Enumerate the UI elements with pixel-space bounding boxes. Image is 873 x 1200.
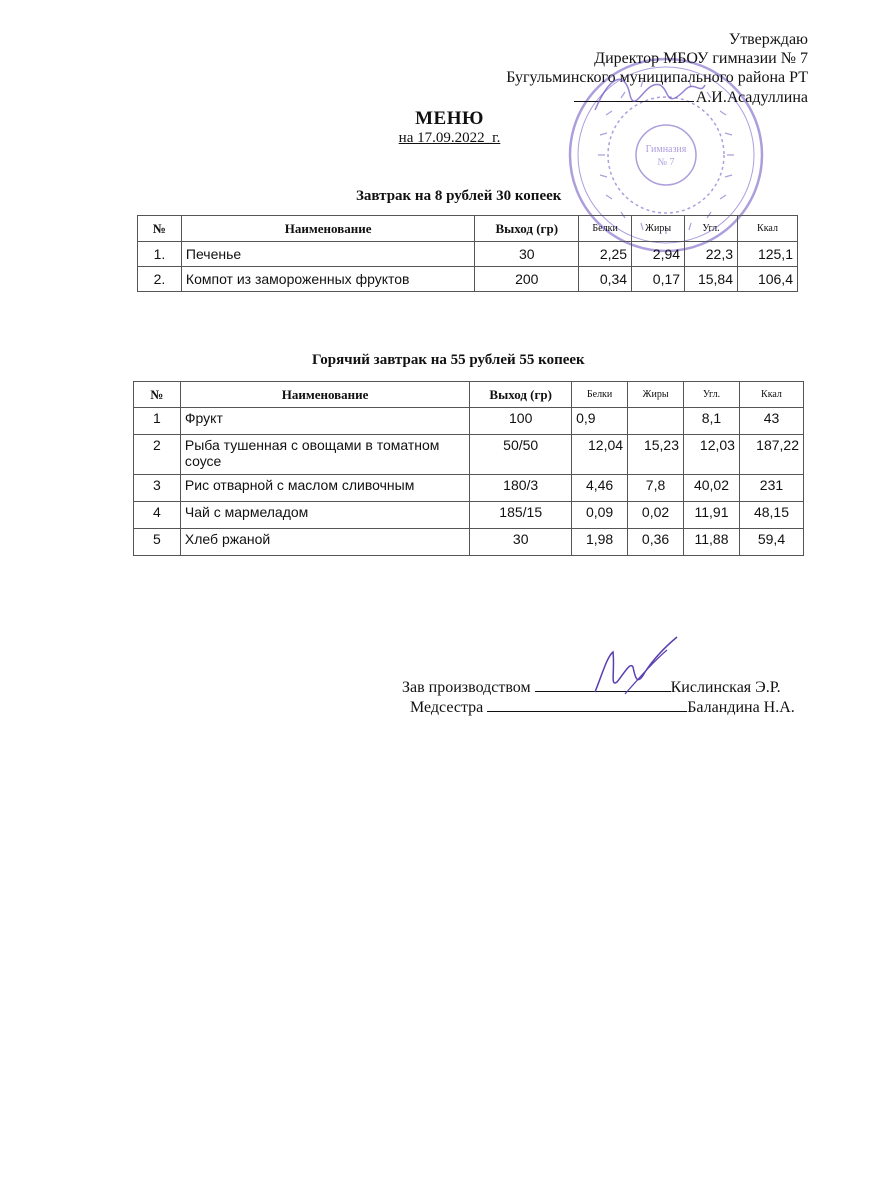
- row-fat: 15,23: [628, 435, 684, 475]
- row-dish: Печенье: [181, 242, 474, 267]
- col-name: Наименование: [180, 382, 469, 408]
- menu-title: МЕНЮ: [415, 108, 484, 129]
- menu-date: на 17.09.2022_г.: [398, 130, 501, 146]
- table-row: [134, 408, 804, 435]
- row-fat: 7,8: [628, 475, 684, 502]
- col-protein: Белки: [572, 382, 628, 408]
- col-carbs: Угл.: [684, 382, 740, 408]
- col-kcal: Ккал: [738, 216, 798, 242]
- row-number: 2: [134, 435, 181, 475]
- col-number: №: [138, 216, 182, 242]
- production-label: Зав производством: [402, 679, 531, 696]
- approval-title: Утверждаю: [728, 31, 808, 48]
- row-number: 3: [134, 475, 181, 502]
- row-number: 4: [134, 502, 181, 529]
- table-row: [138, 242, 798, 267]
- row-kcal: 231: [739, 475, 803, 502]
- production-signature: [585, 632, 685, 702]
- row-kcal: 125,1: [738, 242, 798, 267]
- row-number: 5: [134, 529, 181, 556]
- row-number: 1.: [138, 242, 182, 267]
- row-kcal: 106,4: [738, 267, 798, 292]
- row-protein: 0,9: [572, 408, 628, 435]
- row-dish: Хлеб ржаной: [180, 529, 469, 556]
- row-fat: 2,94: [632, 242, 685, 267]
- stamp-text-1: Гимназия: [645, 144, 687, 155]
- row-protein: 2,25: [579, 242, 632, 267]
- row-carbs: 15,84: [685, 267, 738, 292]
- col-fat: Жиры: [632, 216, 685, 242]
- col-name: Наименование: [181, 216, 474, 242]
- row-dish: Рис отварной с маслом сливочным: [180, 475, 469, 502]
- row-kcal: 187,22: [739, 435, 803, 475]
- table-row: [134, 502, 804, 529]
- row-carbs: 22,3: [685, 242, 738, 267]
- row-fat: [628, 408, 684, 435]
- table-row: [138, 267, 798, 292]
- table-row: [134, 475, 804, 502]
- row-output: 30: [470, 529, 572, 556]
- nurse-label: Медсестра: [410, 699, 484, 716]
- row-dish: Чай с мармеладом: [180, 502, 469, 529]
- col-carbs: Угл.: [685, 216, 738, 242]
- hot-breakfast-table: [133, 381, 804, 556]
- approval-district: Бугульминского муниципального района РТ: [506, 69, 808, 86]
- row-carbs: 40,02: [684, 475, 740, 502]
- row-kcal: 48,15: [739, 502, 803, 529]
- row-dish: Рыба тушенная с овощами в томатном соусе: [180, 435, 469, 475]
- row-output: 50/50: [470, 435, 572, 475]
- row-dish: Компот из замороженных фруктов: [181, 267, 474, 292]
- row-dish: Фрукт: [180, 408, 469, 435]
- table-row: [134, 435, 804, 475]
- row-protein: 0,09: [572, 502, 628, 529]
- row-kcal: 59,4: [739, 529, 803, 556]
- row-output: 30: [475, 242, 579, 267]
- row-carbs: 12,03: [684, 435, 740, 475]
- row-output: 100: [470, 408, 572, 435]
- table-row: [134, 529, 804, 556]
- row-protein: 1,98: [572, 529, 628, 556]
- row-carbs: 11,88: [684, 529, 740, 556]
- col-fat: Жиры: [628, 382, 684, 408]
- nurse-name: Баландина Н.А.: [687, 699, 795, 716]
- approval-position: Директор МБОУ гимназии № 7: [594, 50, 808, 67]
- col-protein: Белки: [579, 216, 632, 242]
- col-number: №: [134, 382, 181, 408]
- hot-breakfast-title: Горячий завтрак на 55 рублей 55 копеек: [312, 352, 585, 368]
- row-fat: 0,17: [632, 267, 685, 292]
- row-protein: 4,46: [572, 475, 628, 502]
- row-output: 185/15: [470, 502, 572, 529]
- col-kcal: Ккал: [739, 382, 803, 408]
- row-number: 2.: [138, 267, 182, 292]
- row-kcal: 43: [739, 408, 803, 435]
- row-output: 180/3: [470, 475, 572, 502]
- row-number: 1: [134, 408, 181, 435]
- table-header-row: [138, 216, 798, 242]
- production-name: Кислинская Э.Р.: [670, 679, 781, 696]
- row-output: 200: [475, 267, 579, 292]
- row-carbs: 8,1: [684, 408, 740, 435]
- row-carbs: 11,91: [684, 502, 740, 529]
- director-name: А.И.Асадуллина: [695, 89, 808, 106]
- col-output: Выход (гр): [475, 216, 579, 242]
- row-protein: 12,04: [572, 435, 628, 475]
- row-protein: 0,34: [579, 267, 632, 292]
- breakfast-title: Завтрак на 8 рублей 30 копеек: [356, 188, 562, 204]
- row-fat: 0,36: [628, 529, 684, 556]
- breakfast-table: [137, 215, 798, 292]
- stamp-text-2: № 7: [657, 157, 675, 168]
- col-output: Выход (гр): [470, 382, 572, 408]
- table-header-row: [134, 382, 804, 408]
- row-fat: 0,02: [628, 502, 684, 529]
